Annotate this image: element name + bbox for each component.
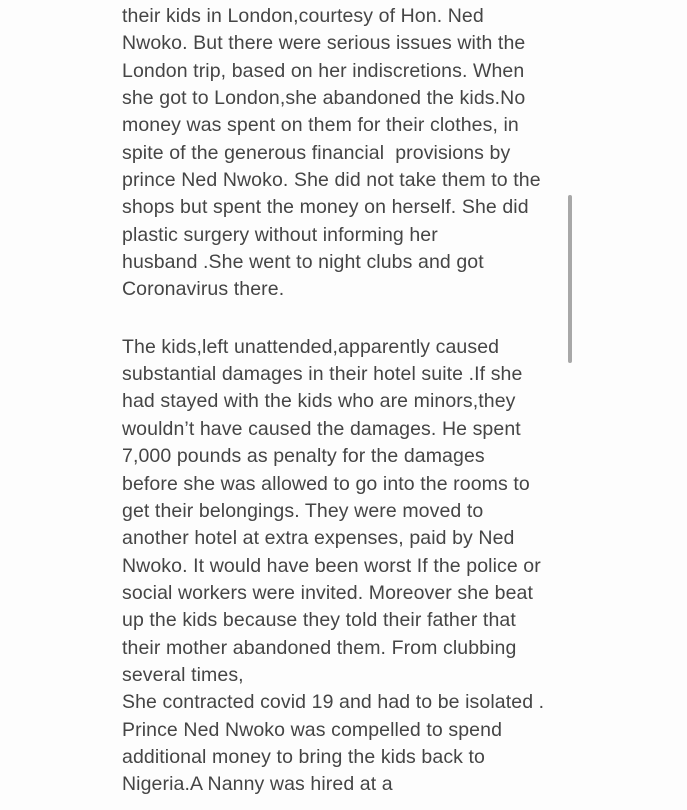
- text-line: she got to London,she abandoned the kids.No: [122, 87, 526, 110]
- text-line: their mother abandoned them. From clubbing: [122, 636, 517, 659]
- text-line: several times,: [122, 663, 244, 686]
- text-line: 7,000 pounds as penalty for the damages: [122, 445, 485, 468]
- scrollbar-thumb[interactable]: [568, 195, 572, 363]
- text-line: husband .She went to night clubs and got: [122, 251, 484, 274]
- text-line: another hotel at extra expenses, paid by Ned: [122, 527, 515, 550]
- text-line: wouldn’t have caused the damages. He spent: [122, 417, 521, 440]
- text-line: prince Ned Nwoko. She did not take them to the: [122, 169, 541, 192]
- text-line: spite of the generous financial provisions by: [122, 141, 511, 164]
- paragraph-1: [122, 3, 562, 304]
- text-line: shops but spent the money on herself. She did: [122, 196, 529, 219]
- text-line: money was spent on them for their clothes, in: [122, 114, 519, 137]
- text-line: plastic surgery without informing her: [122, 223, 438, 246]
- text-line: substantial damages in their hotel suite .If she: [122, 363, 523, 386]
- paragraph-2: [122, 334, 562, 799]
- text-line: Nigeria.A Nanny was hired at a: [122, 773, 393, 796]
- text-line: Coronavirus there.: [122, 278, 285, 301]
- post-text: [122, 3, 562, 799]
- text-line: Prince Ned Nwoko was compelled to spend: [122, 718, 503, 741]
- text-line: had stayed with the kids who are minors,they: [122, 390, 516, 413]
- text-line: their kids in London,courtesy of Hon. Ned: [122, 5, 484, 27]
- text-line: social workers were invited. Moreover she beat: [122, 581, 534, 604]
- text-line: additional money to bring the kids back to: [122, 745, 485, 768]
- text-line: get their belongings. They were moved to: [122, 499, 484, 522]
- text-line: Nwoko. But there were serious issues with the: [122, 32, 526, 55]
- text-line: before she was allowed to go into the rooms to: [122, 472, 530, 495]
- text-line: London trip, based on her indiscretions. When: [122, 59, 525, 82]
- text-line: Nwoko. It would have been worst If the police or: [122, 554, 541, 577]
- text-line: The kids,left unattended,apparently caused: [122, 335, 500, 358]
- text-line: She contracted covid 19 and had to be isolated .: [122, 691, 545, 714]
- text-line: up the kids because they told their father that: [122, 609, 516, 632]
